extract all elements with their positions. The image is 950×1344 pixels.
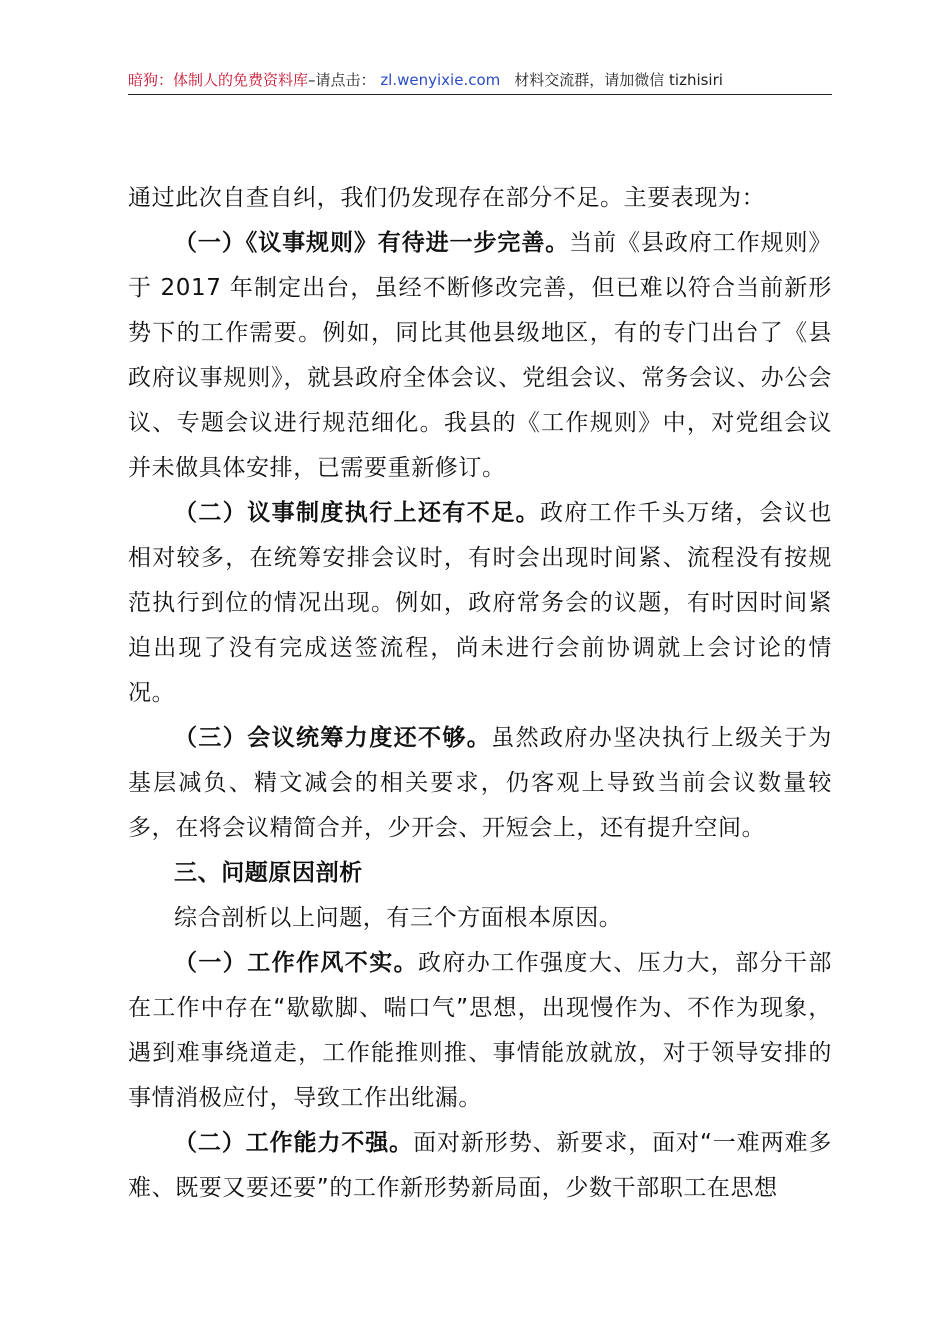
header-click-prompt: –请点击： (308, 71, 376, 89)
section-heading-cause-analysis (128, 851, 832, 896)
paragraph-cause-1 (128, 941, 832, 1121)
paragraph-heading: （二）议事制度执行上还有不足。 (174, 500, 540, 526)
header-url-link[interactable]: zl.wenyixie.com (380, 71, 501, 89)
section-heading: 三、问题原因剖析 (174, 860, 363, 886)
document-body (128, 176, 832, 1211)
paragraph-text: 政府工作千头万绪，会议也相对较多，在统筹安排会议时，有时会出现时间紧、流程没有按规范执行到位的情况出现。例如，政府常务会的议题，有时因时间紧迫出现了没有完成送签流程，尚未进行会前协调就上会讨论的情况。 (128, 500, 832, 706)
paragraph-heading: （三）会议统筹力度还不够。 (174, 725, 492, 751)
paragraph-heading: （一）工作作风不实。 (174, 950, 418, 976)
paragraph-heading: （二）工作能力不强。 (174, 1130, 414, 1156)
paragraph-issue-3 (128, 716, 832, 851)
paragraph-cause-2 (128, 1121, 832, 1211)
header-wechat-note: 材料交流群，请加微信 tizhisiri (514, 71, 723, 89)
paragraph-cause-intro (128, 896, 832, 941)
paragraph-issue-1 (128, 221, 832, 491)
paragraph-issue-2 (128, 491, 832, 716)
paragraph-text: 虽然政府办坚决执行上级关于为基层减负、精文减会的相关要求，仍客观上导致当前会议数量较多，在将会议精简合并，少开会、开短会上，还有提升空间。 (128, 725, 832, 841)
paragraph-text: 综合剖析以上问题，有三个方面根本原因。 (174, 905, 623, 931)
paragraph-heading: （一）《议事规则》有待进一步完善。 (174, 230, 570, 256)
paragraph-text: 面对新形势、新要求，面对“一难两难多难、既要又要还要”的工作新形势新局面，少数干部职工在思想 (128, 1130, 833, 1201)
paragraph-text: 通过此次自查自纠，我们仍发现存在部分不足。主要表现为： (128, 185, 766, 211)
paragraph-intro (128, 176, 832, 221)
page-header (128, 66, 832, 95)
paragraph-text: 政府办工作强度大、压力大，部分干部在工作中存在“歇歇脚、喘口气”思想，出现慢作为、不作为现象，遇到难事绕道走，工作能推则推、事情能放就放，对于领导安排的事情消极应付，导致工作出纰漏。 (128, 950, 832, 1111)
header-site-name: 暗狗：体制人的免费资料库 (128, 71, 309, 89)
paragraph-text: 当前《县政府工作规则》于 2017 年制定出台，虽经不断修改完善，但已难以符合当前新形势下的工作需要。例如，同比其他县级地区，有的专门出台了《县政府议事规则》，就县政府全体会议、党组会议、常务会议、办公会议、专题会议进行规范细化。我县的《工作规则》中，对党组会议并未做具体安排，已需要重新修订。 (128, 230, 832, 481)
